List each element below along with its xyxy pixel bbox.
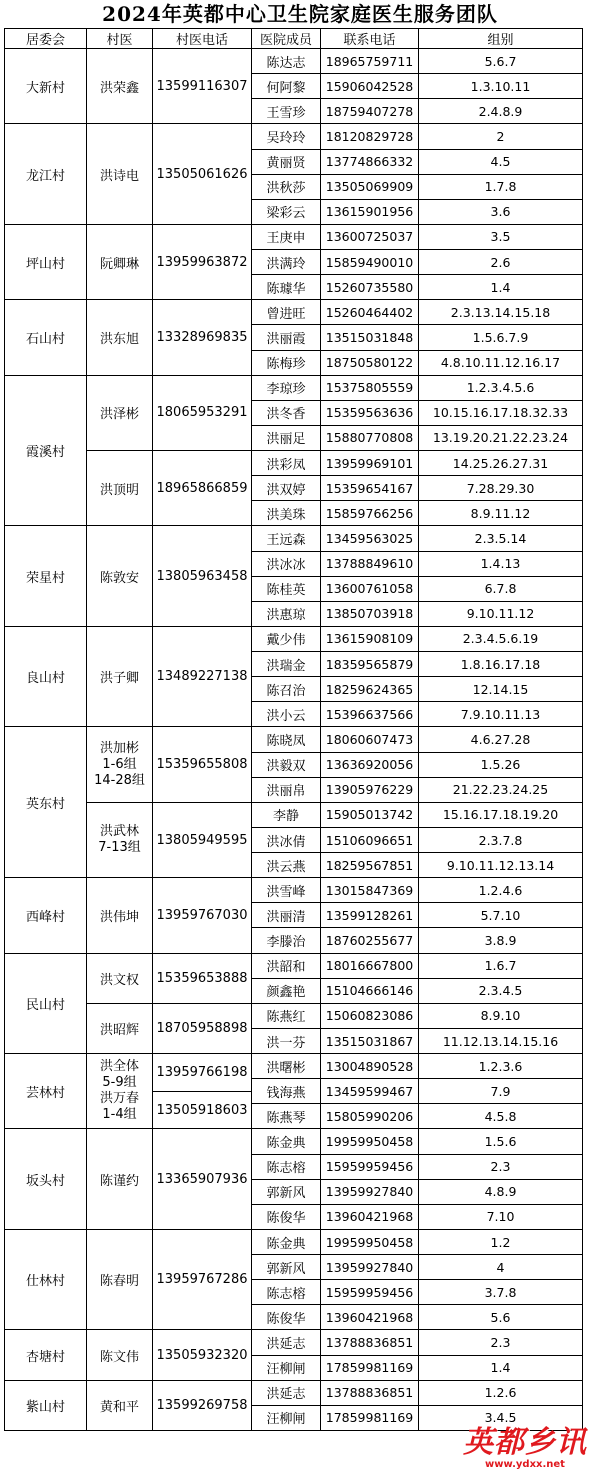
header-member-phone: 联系电话 <box>320 28 419 49</box>
member-phone: 15106096651 <box>320 827 419 853</box>
member-name: 洪延志 <box>251 1380 321 1406</box>
member-groups: 15.16.17.18.19.20 <box>418 802 583 828</box>
member-phone: 18016667800 <box>320 953 419 979</box>
member-groups: 2 <box>418 123 583 149</box>
member-phone: 13788836851 <box>320 1380 419 1406</box>
member-name: 洪美珠 <box>251 500 321 526</box>
doctor-phone: 15359653888 <box>152 953 252 1004</box>
village-name: 石山村 <box>4 299 87 375</box>
village-doctor: 洪顶明 <box>86 450 153 526</box>
member-groups: 1.3.10.11 <box>418 73 583 99</box>
village-doctor: 陈文伟 <box>86 1329 153 1380</box>
member-name: 洪毅双 <box>251 752 321 778</box>
member-name: 洪瑞金 <box>251 651 321 677</box>
member-name: 陈桂英 <box>251 576 321 602</box>
doctor-phone: 18705958898 <box>152 1003 252 1054</box>
doctor-phone: 13599116307 <box>152 48 252 124</box>
member-phone: 13515031867 <box>320 1028 419 1054</box>
doctor-phone: 13959963872 <box>152 224 252 300</box>
village-name: 荣星村 <box>4 525 87 627</box>
member-name: 洪韶和 <box>251 953 321 979</box>
member-name: 洪曙彬 <box>251 1053 321 1079</box>
member-groups: 1.8.16.17.18 <box>418 651 583 677</box>
member-name: 陈梅珍 <box>251 350 321 376</box>
member-phone: 18759407278 <box>320 98 419 124</box>
member-groups: 2.3.13.14.15.18 <box>418 299 583 325</box>
village-doctor: 黄和平 <box>86 1380 153 1431</box>
member-phone: 15906042528 <box>320 73 419 99</box>
member-phone: 13850703918 <box>320 601 419 627</box>
member-groups: 4 <box>418 1254 583 1280</box>
member-groups: 3.8.9 <box>418 927 583 953</box>
member-name: 李琼珍 <box>251 375 321 401</box>
member-phone: 18060607473 <box>320 726 419 752</box>
member-name: 洪丽帛 <box>251 777 321 803</box>
member-groups: 6.7.8 <box>418 576 583 602</box>
member-phone: 15104666146 <box>320 978 419 1004</box>
village-name: 龙江村 <box>4 123 87 225</box>
village-doctor: 洪昭辉 <box>86 1003 153 1054</box>
member-groups: 1.4.13 <box>418 551 583 577</box>
member-groups: 8.9.11.12 <box>418 500 583 526</box>
watermark-text: 英都乡讯 <box>463 1425 587 1460</box>
header-doctor: 村医 <box>86 28 153 49</box>
member-groups: 2.3.4.5.6.19 <box>418 626 583 652</box>
member-phone: 13004890528 <box>320 1053 419 1079</box>
member-groups: 8.9.10 <box>418 1003 583 1029</box>
member-groups: 3.5 <box>418 224 583 250</box>
village-name: 紫山村 <box>4 1380 87 1431</box>
member-phone: 18259624365 <box>320 676 419 702</box>
doctor-phone: 13328969835 <box>152 299 252 375</box>
member-groups: 1.2 <box>418 1229 583 1255</box>
member-groups: 4.8.9 <box>418 1179 583 1205</box>
member-phone: 13515031848 <box>320 324 419 350</box>
member-phone: 13959969101 <box>320 450 419 476</box>
member-name: 梁彩云 <box>251 199 321 225</box>
member-groups: 3.6 <box>418 199 583 225</box>
village-doctor: 洪泽彬 <box>86 375 153 451</box>
member-phone: 17859981169 <box>320 1355 419 1381</box>
doctor-phone: 13959767286 <box>152 1229 252 1331</box>
village-doctor: 陈敦安 <box>86 525 153 627</box>
member-groups: 7.28.29.30 <box>418 475 583 501</box>
member-phone: 13959927840 <box>320 1179 419 1205</box>
member-phone: 19959950458 <box>320 1128 419 1154</box>
member-phone: 13615901956 <box>320 199 419 225</box>
watermark-url: www.ydxx.net <box>485 1459 565 1470</box>
member-phone: 15805990206 <box>320 1103 419 1129</box>
member-groups: 5.6.7 <box>418 48 583 74</box>
member-groups: 1.2.4.6 <box>418 877 583 903</box>
member-groups: 2.3.5.14 <box>418 525 583 551</box>
member-name: 洪冰冰 <box>251 551 321 577</box>
member-phone: 15375805559 <box>320 375 419 401</box>
member-name: 汪柳闸 <box>251 1355 321 1381</box>
member-phone: 13600725037 <box>320 224 419 250</box>
header-member: 医院成员 <box>251 28 321 49</box>
village-name: 芸林村 <box>4 1053 87 1129</box>
member-groups: 1.6.7 <box>418 953 583 979</box>
member-groups: 9.10.11.12.13.14 <box>418 852 583 878</box>
member-groups: 7.9 <box>418 1078 583 1104</box>
member-phone: 13459599467 <box>320 1078 419 1104</box>
member-groups: 4.8.10.11.12.16.17 <box>418 350 583 376</box>
doctor-phone: 13365907936 <box>152 1128 252 1230</box>
member-groups: 3.4.5 <box>418 1405 583 1431</box>
member-phone: 13960421968 <box>320 1204 419 1230</box>
village-doctor: 洪全体 5-9组 洪万春 1-4组 <box>86 1053 153 1129</box>
doctor-phone: 18965866859 <box>152 450 252 526</box>
member-phone: 15859490010 <box>320 249 419 275</box>
village-doctor: 陈谨约 <box>86 1128 153 1230</box>
village-doctor: 洪荣鑫 <box>86 48 153 124</box>
member-phone: 13960421968 <box>320 1304 419 1330</box>
member-groups: 9.10.11.12 <box>418 601 583 627</box>
member-phone: 13505069909 <box>320 174 419 200</box>
member-name: 洪小云 <box>251 701 321 727</box>
member-phone: 18120829728 <box>320 123 419 149</box>
member-phone: 13015847369 <box>320 877 419 903</box>
member-name: 洪满玲 <box>251 249 321 275</box>
member-groups: 13.19.20.21.22.23.24 <box>418 425 583 451</box>
member-groups: 4.6.27.28 <box>418 726 583 752</box>
doctor-phone: 13505061626 <box>152 123 252 225</box>
member-name: 洪云燕 <box>251 852 321 878</box>
member-name: 钱海燕 <box>251 1078 321 1104</box>
member-phone: 15260735580 <box>320 274 419 300</box>
member-name: 陈金典 <box>251 1229 321 1255</box>
doctor-phone: 15359655808 <box>152 726 252 802</box>
member-groups: 1.4 <box>418 1355 583 1381</box>
member-phone: 13774866332 <box>320 149 419 175</box>
village-doctor: 洪东旭 <box>86 299 153 375</box>
member-name: 洪丽足 <box>251 425 321 451</box>
member-name: 洪延志 <box>251 1329 321 1355</box>
member-groups: 5.7.10 <box>418 902 583 928</box>
member-phone: 15905013742 <box>320 802 419 828</box>
village-doctor: 洪伟坤 <box>86 877 153 953</box>
village-name: 良山村 <box>4 626 87 728</box>
member-phone: 18965759711 <box>320 48 419 74</box>
header-doctor-phone: 村医电话 <box>152 28 252 49</box>
village-name: 仕林村 <box>4 1229 87 1331</box>
member-phone: 15880770808 <box>320 425 419 451</box>
member-phone: 15959959456 <box>320 1279 419 1305</box>
member-groups: 2.3 <box>418 1154 583 1180</box>
village-doctor: 陈春明 <box>86 1229 153 1331</box>
member-groups: 14.25.26.27.31 <box>418 450 583 476</box>
village-doctor: 洪武林 7-13组 <box>86 802 153 878</box>
member-name: 陈志榕 <box>251 1279 321 1305</box>
member-groups: 1.2.3.6 <box>418 1053 583 1079</box>
village-doctor: 洪诗电 <box>86 123 153 225</box>
doctor-phone: 13505918603 <box>152 1091 252 1130</box>
member-name: 陈璩华 <box>251 274 321 300</box>
member-name: 陈晓凤 <box>251 726 321 752</box>
member-phone: 13599128261 <box>320 902 419 928</box>
watermark-logo <box>454 1427 596 1477</box>
member-name: 陈俊华 <box>251 1204 321 1230</box>
member-name: 李静 <box>251 802 321 828</box>
village-name: 杏塘村 <box>4 1329 87 1380</box>
doctor-phone: 13959767030 <box>152 877 252 953</box>
member-phone: 13600761058 <box>320 576 419 602</box>
member-groups: 4.5.8 <box>418 1103 583 1129</box>
member-name: 洪彩凤 <box>251 450 321 476</box>
member-name: 何阿黎 <box>251 73 321 99</box>
village-doctor: 阮卿琳 <box>86 224 153 300</box>
member-name: 洪一芬 <box>251 1028 321 1054</box>
doctor-phone: 13505932320 <box>152 1329 252 1380</box>
member-name: 颜鑫艳 <box>251 978 321 1004</box>
member-groups: 7.10 <box>418 1204 583 1230</box>
member-groups: 2.3 <box>418 1329 583 1355</box>
member-phone: 15260464402 <box>320 299 419 325</box>
member-name: 王庚申 <box>251 224 321 250</box>
member-phone: 13905976229 <box>320 777 419 803</box>
member-phone: 13959927840 <box>320 1254 419 1280</box>
member-phone: 18259567851 <box>320 852 419 878</box>
member-name: 郭新风 <box>251 1254 321 1280</box>
member-name: 陈召治 <box>251 676 321 702</box>
village-name: 坪山村 <box>4 224 87 300</box>
village-name: 大新村 <box>4 48 87 124</box>
member-groups: 1.2.3.4.5.6 <box>418 375 583 401</box>
member-phone: 15396637566 <box>320 701 419 727</box>
member-name: 洪惠琼 <box>251 601 321 627</box>
member-phone: 17859981169 <box>320 1405 419 1431</box>
member-name: 洪冰倩 <box>251 827 321 853</box>
member-phone: 13788849610 <box>320 551 419 577</box>
member-name: 洪秋莎 <box>251 174 321 200</box>
member-groups: 2.3.7.8 <box>418 827 583 853</box>
member-name: 陈俊华 <box>251 1304 321 1330</box>
member-name: 陈志榕 <box>251 1154 321 1180</box>
village-doctor: 洪加彬 1-6组 14-28组 <box>86 726 153 802</box>
member-name: 戴少伟 <box>251 626 321 652</box>
member-groups: 1.5.6 <box>418 1128 583 1154</box>
member-groups: 1.7.8 <box>418 174 583 200</box>
member-phone: 19959950458 <box>320 1229 419 1255</box>
member-groups: 21.22.23.24.25 <box>418 777 583 803</box>
member-name: 吴玲玲 <box>251 123 321 149</box>
doctor-phone: 13805949595 <box>152 802 252 878</box>
page-title: 2024年英都中心卫生院家庭医生服务团队 <box>102 2 498 26</box>
member-phone: 13459563025 <box>320 525 419 551</box>
member-name: 黄丽贤 <box>251 149 321 175</box>
member-phone: 15359563636 <box>320 400 419 426</box>
member-name: 洪雪峰 <box>251 877 321 903</box>
member-groups: 7.9.10.11.13 <box>418 701 583 727</box>
member-name: 汪柳闸 <box>251 1405 321 1431</box>
member-name: 陈达志 <box>251 48 321 74</box>
village-name: 霞溪村 <box>4 375 87 527</box>
doctor-phone: 13489227138 <box>152 626 252 728</box>
member-name: 王远森 <box>251 525 321 551</box>
member-phone: 15959959456 <box>320 1154 419 1180</box>
header-group: 组别 <box>418 28 583 49</box>
member-phone: 18750580122 <box>320 350 419 376</box>
member-name: 王雪珍 <box>251 98 321 124</box>
member-groups: 2.4.8.9 <box>418 98 583 124</box>
member-phone: 15359654167 <box>320 475 419 501</box>
member-groups: 2.3.4.5 <box>418 978 583 1004</box>
doctor-phone: 18065953291 <box>152 375 252 451</box>
member-name: 洪丽清 <box>251 902 321 928</box>
member-phone: 13788836851 <box>320 1329 419 1355</box>
member-name: 陈金典 <box>251 1128 321 1154</box>
header-village: 居委会 <box>4 28 87 49</box>
member-groups: 4.5 <box>418 149 583 175</box>
member-groups: 1.5.6.7.9 <box>418 324 583 350</box>
member-groups: 2.6 <box>418 249 583 275</box>
member-groups: 1.5.26 <box>418 752 583 778</box>
doctor-phone: 13959766198 <box>152 1053 252 1092</box>
member-name: 陈燕红 <box>251 1003 321 1029</box>
member-groups: 5.6 <box>418 1304 583 1330</box>
member-name: 郭新风 <box>251 1179 321 1205</box>
member-phone: 18359565879 <box>320 651 419 677</box>
village-doctor: 洪子卿 <box>86 626 153 728</box>
member-name: 洪双婷 <box>251 475 321 501</box>
village-name: 西峰村 <box>4 877 87 953</box>
member-groups: 1.4 <box>418 274 583 300</box>
member-groups: 11.12.13.14.15.16 <box>418 1028 583 1054</box>
member-name: 洪丽霞 <box>251 324 321 350</box>
village-name: 坂头村 <box>4 1128 87 1230</box>
village-doctor: 洪文权 <box>86 953 153 1004</box>
village-name: 英东村 <box>4 726 87 878</box>
doctor-phone: 13805963458 <box>152 525 252 627</box>
village-name: 民山村 <box>4 953 87 1055</box>
doctor-phone: 13599269758 <box>152 1380 252 1431</box>
member-name: 李滕治 <box>251 927 321 953</box>
member-phone: 15859766256 <box>320 500 419 526</box>
member-groups: 10.15.16.17.18.32.33 <box>418 400 583 426</box>
member-name: 洪冬香 <box>251 400 321 426</box>
member-name: 陈燕琴 <box>251 1103 321 1129</box>
member-phone: 13636920056 <box>320 752 419 778</box>
member-phone: 13615908109 <box>320 626 419 652</box>
member-name: 曾进旺 <box>251 299 321 325</box>
member-groups: 12.14.15 <box>418 676 583 702</box>
member-groups: 1.2.6 <box>418 1380 583 1406</box>
member-phone: 15060823086 <box>320 1003 419 1029</box>
member-phone: 18760255677 <box>320 927 419 953</box>
member-groups: 3.7.8 <box>418 1279 583 1305</box>
